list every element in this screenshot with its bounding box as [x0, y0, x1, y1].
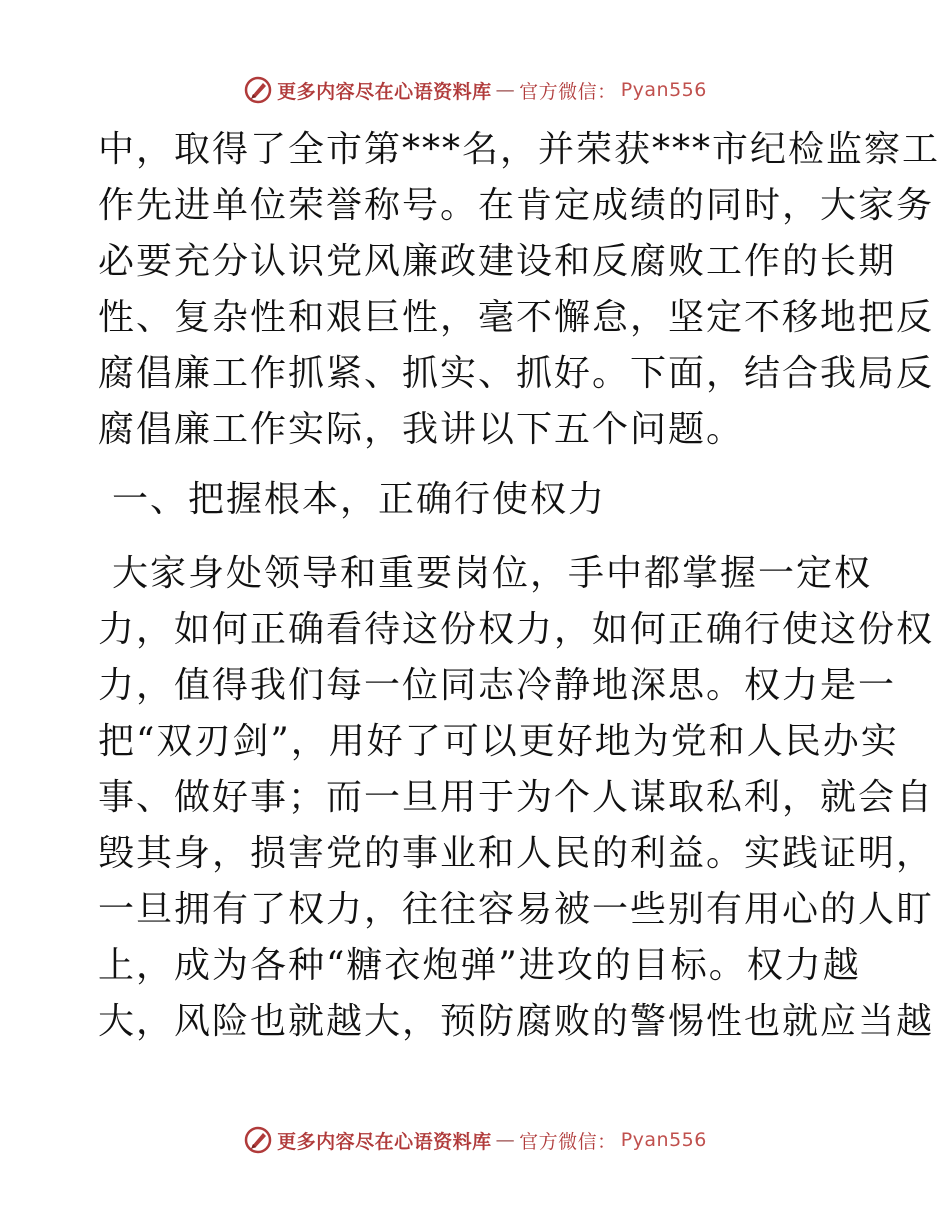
text-line: 腐倡廉工作实际，我讲以下五个问题。: [98, 409, 745, 450]
paragraph-1: [98, 122, 941, 458]
text-line: 必要充分认识党风廉政建设和反腐败工作的长期: [98, 241, 897, 282]
text-line: 毁其身，损害党的事业和人民的利益。实践证明，: [98, 833, 935, 874]
text-line: 作先进单位荣誉称号。在肯定成绩的同时，大家务: [98, 185, 935, 226]
footer-watermark: [0, 1122, 950, 1158]
watermark-contact-id: Pyan556: [620, 79, 707, 101]
watermark-separator: —: [495, 79, 516, 101]
pen-logo-icon: [243, 75, 273, 105]
text-line: 上，成为各种“糖衣炮弹”进攻的目标。权力越: [98, 945, 861, 986]
header-watermark: [0, 72, 950, 108]
watermark-contact-label: 官方微信：: [519, 80, 617, 103]
text-line: 把“双刃剑”，用好了可以更好地为党和人民办实: [98, 721, 899, 762]
text-line: 腐倡廉工作抓紧、抓实、抓好。下面，结合我局反: [98, 353, 935, 394]
text-line: 中，取得了全市第***名，并荣获***市纪检监察工: [98, 129, 941, 170]
text-line: 事、做好事；而一旦用于为个人谋取私利，就会自: [98, 777, 935, 818]
text-line: 力，如何正确看待这份权力，如何正确行使这份权: [98, 609, 935, 650]
watermark-main-text: 更多内容尽在心语资料库: [277, 80, 492, 103]
paragraph-2: [98, 546, 935, 1050]
pen-logo-icon: [243, 1125, 273, 1155]
watermark-main-text: 更多内容尽在心语资料库: [277, 1130, 492, 1153]
text-line: 力，值得我们每一位同志冷静地深思。权力是一: [98, 665, 897, 706]
text-line: 一旦拥有了权力，往往容易被一些别有用心的人盯: [98, 889, 935, 930]
watermark-contact-id: Pyan556: [620, 1129, 707, 1151]
document-body: [98, 122, 941, 1050]
text-line: 性、复杂性和艰巨性，毫不懈怠，坚定不移地把反: [98, 297, 935, 338]
section-heading: 一、把握根本，正确行使权力: [112, 479, 607, 520]
text-line: 大，风险也就越大，预防腐败的警惕性也就应当越: [98, 1001, 935, 1042]
watermark-contact-label: 官方微信：: [519, 1130, 617, 1153]
watermark-separator: —: [495, 1129, 516, 1151]
text-line: 大家身处领导和重要岗位，手中都掌握一定权: [112, 553, 873, 594]
